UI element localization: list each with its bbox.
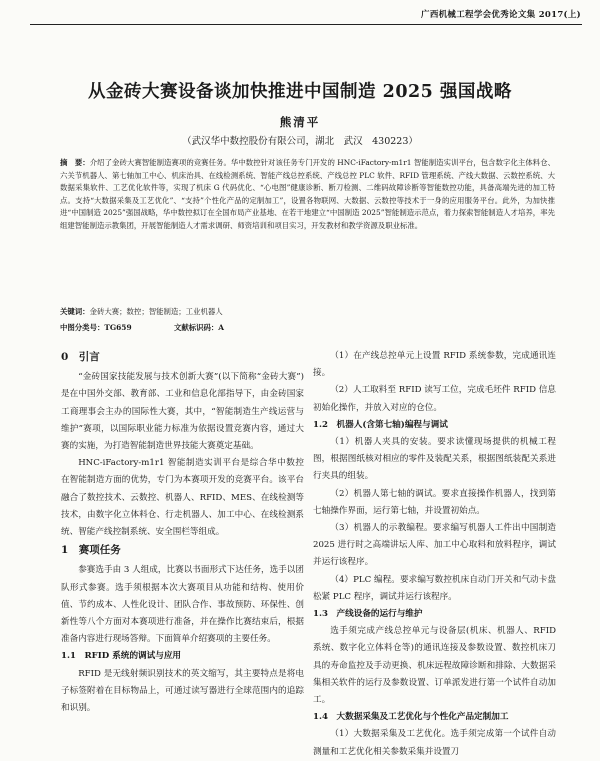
paragraph: （2）人工取料至 RFID 读写工位，完成毛坯件 RFID 信息初始化操作，并放入对应的仓位。 — [313, 385, 556, 413]
clc-number: 中图分类号：TG659 — [60, 323, 132, 332]
paragraph: HNC-iFactory-m1r1 智能制造实训平台是综合华中数控在智能制造方面的优势，专门为本赛项开发的竞赛平台。该平台融合了数控技术、云数控、机器人、RFID、MES、在线检测等技术，由数字化立体料仓、行走机器人、加工中心、在线检测系统、智能产线控制系统、安全围栏等组成。 — [61, 458, 304, 538]
paragraph: （1）大数据采集及工艺优化。选手须完成第一个试件自动测量和工艺优化相关参数采集并设置刀 — [313, 729, 556, 757]
abstract — [60, 157, 555, 232]
paragraph: （1）机器人夹具的安装。要求读懂现场提供的机械工程图，根据图纸核对相应的零件及装配关系，根据图纸装配关系进行夹具的组装。 — [313, 437, 556, 482]
right-column — [313, 348, 556, 761]
paragraph: RFID 是无线射频识别技术的英文缩写，其主要特点是将电子标签附着在目标物品上，可通过读写器进行全球范围内的追踪和识别。 — [61, 668, 304, 714]
abstract-text: 介绍了金砖大赛智能制造赛项的竞赛任务。华中数控针对该任务专门开发的 HNC-iFactory-m1r1 智能制造实训平台，包含数字化主体料仓、六关节机器人、第七轴加工中心、机床治具、在线检测系统、智能产线总控系统、产线总控 PLC 软件、RFID 管理系统、产线大数据、云数控系统、大数据采集软件、工艺优化软件等，实现了机床 G 代码优化、“心电图”健康诊断、断刀检测、二维码故障诊断等智能数控功能，具备高端先进的加工特点。支持“大数据采集及工艺优化”、“支持”个性化产品的定制加工”，设置各物联网、大数据、云数控等技术于一身的应用服务平台。此外，为加快推进“中国制造 2025”强国战略，华中数控拟订在全国布局产业基地、在若干地建立“中国制造 2025”智能制造示范点，着力探索智能制造人才培养，率先组建智能制造示教集团，开展智能制造人才需求调研、师资培训和项目实习，开发教材和教学资源及职业标准。 — [60, 158, 555, 230]
author-affiliation: （武汉华中数控股份有限公司，湖北 武汉 430223） — [182, 136, 418, 147]
subsection-heading-1-2: 1.2 机器人(含第七轴)编程与调试 — [313, 419, 448, 430]
subsection-heading-1-1: 1.1 RFID 系统的调试与应用 — [61, 651, 182, 662]
paragraph: （4）PLC 编程。要求编写数控机床自动门开关和气动卡盘松紧 PLC 程序，调试并运行该程序。 — [313, 574, 556, 602]
paragraph: 选手须完成产线总控单元与设备层(机床、机器人、RFID 系统、数字化立体料仓等)的通讯连接及参数设置、数控机床刀具的寿命监控及手动更换、机床远程故障诊断和排除、大数据采集相关软件的运行及参数设置、订单派发进行第一个试件自动加工。 — [313, 626, 556, 706]
subsection-heading-1-3: 1.3 产线设备的运行与维护 — [313, 609, 423, 620]
paragraph: （1）在产线总控单元上设置 RFID 系统参数，完成通讯连接。 — [313, 351, 556, 379]
header-rule — [30, 24, 582, 25]
subsection-heading-1-4: 1.4 大数据采集及工艺优化与个性化产品定制加工 — [313, 712, 509, 723]
paragraph: “金砖国家技能发展与技术创新大赛”(以下简称“金砖大赛”)是在中国外交部、教育部、工业和信息化部指导下，由金砖国家工商理事会主办的国际性大赛，其中，“智能制造生产线运营与维护”赛项，以国际职业能力标准为依据设置竞赛内容，通过大赛的实施，为打造智能制造世界技能大赛奠定基础。 — [61, 372, 304, 452]
keywords-text: 金砖大赛；数控；智能制造；工业机器人 — [89, 307, 223, 316]
left-column — [61, 348, 304, 717]
section-heading-0: 0 引言 — [61, 351, 100, 363]
document-code: 文献标识码：A — [173, 323, 225, 332]
paragraph: 参赛选手由 3 人组成，比赛以书面形式下达任务，选手以团队形式参赛。选手须根据本次大赛项目从功能和结构、使用价值、节约成本、人性化设计、团队合作、事故预防、环保性、创新性等八个方面对本赛项进行准备，并在操作比赛结束后，根据准备内容进行现场答辩。下面简单介绍赛项的主要任务。 — [61, 565, 304, 645]
paper-title: 从金砖大赛设备谈加快推进中国制造 2025 强国战略 — [88, 82, 512, 102]
paragraph: （2）机器人第七轴的调试。要求直接操作机器人，找到第七轴操作界面，运行第七轴，并设置初始点。 — [313, 488, 556, 516]
keywords-label: 关键词： — [60, 307, 90, 316]
classification — [60, 322, 264, 333]
section-heading-1: 1 赛项任务 — [61, 544, 121, 557]
abstract-label: 摘 要： — [60, 158, 90, 167]
paragraph: （3）机器人的示教编程。要求编写机器人工件出中国制造 2025 进行时之高端讲坛人库、加工中心取料和放料程序，调试并运行该程序。 — [313, 523, 556, 568]
running-head: 广西机械工程学会优秀论文集 2017(上) — [421, 10, 581, 20]
author-name: 熊清平 — [279, 115, 321, 129]
keywords — [60, 306, 555, 317]
